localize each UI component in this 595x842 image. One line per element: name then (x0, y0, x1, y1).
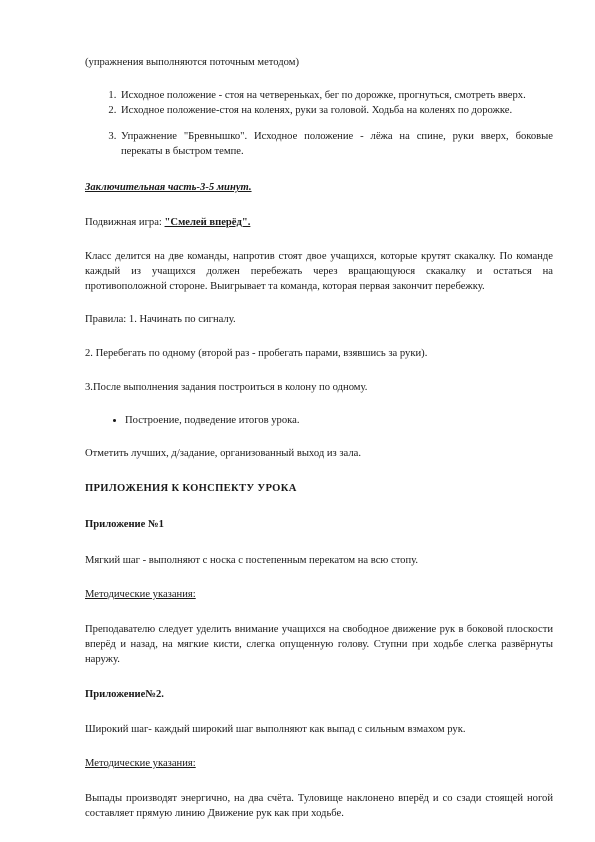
final-part-heading: Заключительная часть-3-5 минут. (85, 182, 252, 193)
rule-1: Правила: 1. Начинать по сигналу. (85, 314, 236, 325)
exercise-list (85, 88, 553, 159)
appendix-1-heading: Приложение №1 (85, 519, 164, 530)
closing-text: Отметить лучших, д/задание, организованный выход из зала. (85, 448, 361, 459)
appendix-1-method-text: Преподавателю следует уделить внимание учащихся на свободное движение рук в боковой плоскости вперёд и назад, на мягкие кисти, слегка опущенную голову. Ступни при ходьбе слегка развёрнуты наружу. (85, 624, 553, 665)
intro-text: (упражнения выполняются поточным методом) (85, 57, 299, 68)
game-label: Подвижная игра: (85, 217, 165, 228)
appendix-1-text: Мягкий шаг - выполняют с носка с постепенным перекатом на всю стопу. (85, 555, 419, 566)
appendix-1-method-heading: Методические указания: (85, 589, 196, 600)
game-line (85, 215, 553, 230)
game-description: Класс делится на две команды, напротив стоят двое учащихся, которые крутят скакалку. По команде каждый из учащихся должен перебежать через вращающуюся скакалку и остаться на противоположной стороне. Выигрывает та команда, которая первая закончит перебежку. (85, 251, 553, 292)
exercise-item: 3. Упражнение "Бревнышко". Исходное положение - лёжа на спине, руки вверх, боковые перекаты в быстром темпе. (119, 129, 553, 159)
summary-item: • Построение, подведение итогов урока. (125, 413, 553, 428)
exercise-item: 2. Исходное положение-стоя на коленях, руки за головой. Ходьба на коленях по дорожке. (119, 103, 553, 118)
rule-2: 2. Перебегать по одному (второй раз - пробегать парами, взявшись за руки). (85, 348, 428, 359)
appendix-2-method-text: Выпады производят энергично, на два счёта. Туловище наклонено вперёд и со сзади стоящей ногой составляет прямую линию Движение рук как при ходьбе. (85, 793, 553, 819)
appendix-2-text: Широкий шаг- каждый широкий шаг выполняют как выпад с сильным взмахом рук. (85, 724, 466, 735)
summary-list (85, 413, 553, 428)
appendix-2-method-heading: Методические указания: (85, 758, 196, 769)
exercise-item: 1. Исходное положение - стоя на четвереньках, бег по дорожке, прогнуться, смотреть вверх. (119, 88, 553, 103)
game-name: "Смелей вперёд". (164, 217, 251, 228)
rule-3: 3.После выполнения задания построиться в колону по одному. (85, 382, 368, 393)
appendix-title: ПРИЛОЖЕНИЯ К КОНСПЕКТУ УРОКА (85, 483, 297, 494)
appendix-2-heading: Приложение№2. (85, 689, 164, 700)
